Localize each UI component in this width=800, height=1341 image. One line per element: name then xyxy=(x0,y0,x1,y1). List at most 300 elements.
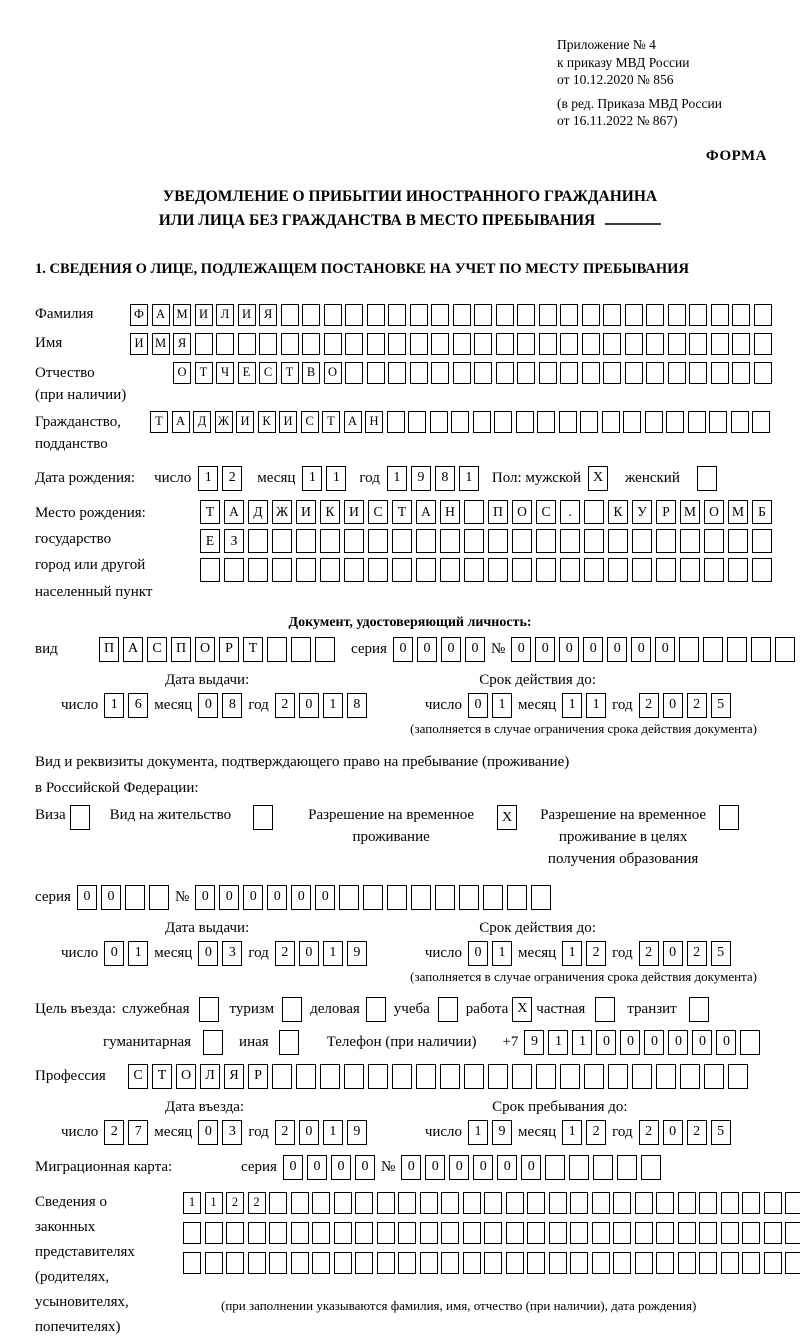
char-cell[interactable]: Я xyxy=(259,304,277,326)
char-cell[interactable] xyxy=(608,1064,628,1089)
char-cell[interactable] xyxy=(582,362,600,384)
char-cell[interactable]: 1 xyxy=(548,1030,568,1055)
char-cell[interactable] xyxy=(656,1064,676,1089)
char-cell[interactable] xyxy=(345,362,363,384)
char-cell[interactable] xyxy=(195,333,213,355)
char-cell[interactable]: 1 xyxy=(468,1120,488,1145)
char-cell[interactable] xyxy=(512,558,532,582)
char-cell[interactable] xyxy=(752,529,772,553)
char-cell[interactable] xyxy=(754,362,772,384)
char-cell[interactable]: 1 xyxy=(198,466,218,491)
char-cell[interactable]: 0 xyxy=(315,885,335,910)
char-cell[interactable] xyxy=(709,411,727,433)
char-cell[interactable] xyxy=(608,529,628,553)
char-cell[interactable]: 1 xyxy=(183,1192,201,1214)
char-cell[interactable] xyxy=(689,362,707,384)
char-cell[interactable]: А xyxy=(123,637,143,662)
char-cell[interactable]: 2 xyxy=(639,693,659,718)
char-cell[interactable]: 0 xyxy=(655,637,675,662)
char-cell[interactable] xyxy=(387,885,407,910)
char-cell[interactable] xyxy=(355,1252,373,1274)
char-cell[interactable]: С xyxy=(147,637,167,662)
char-cell[interactable] xyxy=(602,411,620,433)
char-cell[interactable] xyxy=(582,333,600,355)
char-cell[interactable] xyxy=(387,411,405,433)
char-cell[interactable] xyxy=(416,1064,436,1089)
char-cell[interactable] xyxy=(367,304,385,326)
char-cell[interactable] xyxy=(416,558,436,582)
char-cell[interactable] xyxy=(388,333,406,355)
char-cell[interactable] xyxy=(625,362,643,384)
char-cell[interactable] xyxy=(408,411,426,433)
char-cell[interactable]: 0 xyxy=(77,885,97,910)
char-cell[interactable]: А xyxy=(344,411,362,433)
char-cell[interactable]: И xyxy=(279,411,297,433)
char-cell[interactable] xyxy=(625,333,643,355)
char-cell[interactable] xyxy=(224,558,244,582)
char-cell[interactable]: 9 xyxy=(347,1120,367,1145)
char-cell[interactable]: Т xyxy=(392,500,412,524)
char-cell[interactable] xyxy=(635,1192,653,1214)
char-cell[interactable] xyxy=(474,362,492,384)
char-cell[interactable] xyxy=(764,1252,782,1274)
char-cell[interactable] xyxy=(488,529,508,553)
char-cell[interactable] xyxy=(666,411,684,433)
char-cell[interactable] xyxy=(785,1252,800,1274)
char-cell[interactable] xyxy=(632,529,652,553)
char-cell[interactable] xyxy=(205,1222,223,1244)
char-cell[interactable]: 0 xyxy=(198,1120,218,1145)
char-cell[interactable]: 2 xyxy=(687,693,707,718)
char-cell[interactable] xyxy=(344,558,364,582)
char-cell[interactable]: 1 xyxy=(572,1030,592,1055)
char-cell[interactable] xyxy=(617,1155,637,1180)
char-cell[interactable] xyxy=(315,637,335,662)
char-cell[interactable] xyxy=(536,1064,556,1089)
char-cell[interactable] xyxy=(272,1064,292,1089)
char-cell[interactable] xyxy=(560,1064,580,1089)
char-cell[interactable]: 0 xyxy=(401,1155,421,1180)
char-cell[interactable] xyxy=(740,1030,760,1055)
char-cell[interactable] xyxy=(656,529,676,553)
char-cell[interactable] xyxy=(623,411,641,433)
char-cell[interactable]: К xyxy=(320,500,340,524)
char-cell[interactable] xyxy=(248,558,268,582)
checkbox-male[interactable]: X xyxy=(588,466,608,491)
char-cell[interactable] xyxy=(560,558,580,582)
char-cell[interactable]: 6 xyxy=(128,693,148,718)
char-cell[interactable] xyxy=(632,558,652,582)
char-cell[interactable] xyxy=(496,333,514,355)
char-cell[interactable] xyxy=(416,529,436,553)
char-cell[interactable]: О xyxy=(704,500,724,524)
char-cell[interactable] xyxy=(377,1252,395,1274)
char-cell[interactable] xyxy=(320,1064,340,1089)
char-cell[interactable] xyxy=(570,1222,588,1244)
char-cell[interactable]: О xyxy=(512,500,532,524)
char-cell[interactable] xyxy=(496,362,514,384)
char-cell[interactable] xyxy=(296,1064,316,1089)
char-cell[interactable] xyxy=(539,333,557,355)
char-cell[interactable] xyxy=(334,1252,352,1274)
char-cell[interactable] xyxy=(732,362,750,384)
char-cell[interactable]: 2 xyxy=(275,693,295,718)
char-cell[interactable]: А xyxy=(152,304,170,326)
char-cell[interactable]: 0 xyxy=(101,885,121,910)
char-cell[interactable]: И xyxy=(195,304,213,326)
char-cell[interactable] xyxy=(324,333,342,355)
char-cell[interactable] xyxy=(334,1222,352,1244)
char-cell[interactable]: П xyxy=(99,637,119,662)
char-cell[interactable] xyxy=(704,1064,724,1089)
char-cell[interactable] xyxy=(603,362,621,384)
char-cell[interactable] xyxy=(296,529,316,553)
char-cell[interactable]: 0 xyxy=(692,1030,712,1055)
checkbox-delovaya[interactable] xyxy=(366,997,386,1022)
char-cell[interactable]: 2 xyxy=(687,1120,707,1145)
char-cell[interactable]: 2 xyxy=(226,1192,244,1214)
char-cell[interactable]: 1 xyxy=(323,1120,343,1145)
char-cell[interactable]: 0 xyxy=(449,1155,469,1180)
char-cell[interactable] xyxy=(440,1064,460,1089)
char-cell[interactable]: К xyxy=(608,500,628,524)
char-cell[interactable]: Т xyxy=(150,411,168,433)
char-cell[interactable]: И xyxy=(296,500,316,524)
char-cell[interactable] xyxy=(281,333,299,355)
char-cell[interactable]: 9 xyxy=(492,1120,512,1145)
char-cell[interactable] xyxy=(517,333,535,355)
checkbox-turizm[interactable] xyxy=(282,997,302,1022)
char-cell[interactable]: 2 xyxy=(586,1120,606,1145)
char-cell[interactable] xyxy=(559,411,577,433)
char-cell[interactable] xyxy=(420,1192,438,1214)
char-cell[interactable]: 0 xyxy=(644,1030,664,1055)
char-cell[interactable] xyxy=(536,529,556,553)
char-cell[interactable] xyxy=(742,1222,760,1244)
char-cell[interactable] xyxy=(613,1252,631,1274)
char-cell[interactable] xyxy=(570,1192,588,1214)
char-cell[interactable] xyxy=(656,1192,674,1214)
char-cell[interactable] xyxy=(689,304,707,326)
char-cell[interactable] xyxy=(410,362,428,384)
char-cell[interactable]: 1 xyxy=(104,693,124,718)
char-cell[interactable]: 5 xyxy=(711,693,731,718)
char-cell[interactable] xyxy=(344,1064,364,1089)
char-cell[interactable]: С xyxy=(128,1064,148,1089)
char-cell[interactable]: 7 xyxy=(128,1120,148,1145)
checkbox-residence-permit[interactable] xyxy=(253,805,273,830)
char-cell[interactable]: А xyxy=(172,411,190,433)
char-cell[interactable]: Т xyxy=(200,500,220,524)
char-cell[interactable] xyxy=(721,1192,739,1214)
char-cell[interactable] xyxy=(678,1222,696,1244)
char-cell[interactable] xyxy=(699,1222,717,1244)
char-cell[interactable] xyxy=(411,885,431,910)
char-cell[interactable] xyxy=(570,1252,588,1274)
char-cell[interactable]: 0 xyxy=(331,1155,351,1180)
checkbox-visa[interactable] xyxy=(70,805,90,830)
checkbox-sluzhebnaya[interactable] xyxy=(199,997,219,1022)
char-cell[interactable] xyxy=(431,362,449,384)
char-cell[interactable] xyxy=(463,1252,481,1274)
char-cell[interactable] xyxy=(668,362,686,384)
char-cell[interactable] xyxy=(560,362,578,384)
char-cell[interactable] xyxy=(752,558,772,582)
char-cell[interactable] xyxy=(367,333,385,355)
char-cell[interactable] xyxy=(635,1222,653,1244)
char-cell[interactable] xyxy=(453,333,471,355)
char-cell[interactable]: Д xyxy=(193,411,211,433)
char-cell[interactable] xyxy=(267,637,287,662)
char-cell[interactable]: М xyxy=(152,333,170,355)
char-cell[interactable] xyxy=(785,1192,800,1214)
char-cell[interactable] xyxy=(431,333,449,355)
char-cell[interactable] xyxy=(464,500,484,524)
char-cell[interactable] xyxy=(668,333,686,355)
char-cell[interactable]: 5 xyxy=(711,941,731,966)
char-cell[interactable] xyxy=(711,362,729,384)
checkbox-tranzit[interactable] xyxy=(689,997,709,1022)
char-cell[interactable] xyxy=(345,304,363,326)
char-cell[interactable]: З xyxy=(224,529,244,553)
char-cell[interactable] xyxy=(410,333,428,355)
char-cell[interactable] xyxy=(431,304,449,326)
checkbox-temp-residence[interactable]: X xyxy=(497,805,517,830)
char-cell[interactable]: 0 xyxy=(620,1030,640,1055)
char-cell[interactable]: Р xyxy=(656,500,676,524)
char-cell[interactable] xyxy=(679,637,699,662)
char-cell[interactable] xyxy=(441,1222,459,1244)
char-cell[interactable]: 0 xyxy=(198,693,218,718)
char-cell[interactable] xyxy=(125,885,145,910)
char-cell[interactable] xyxy=(377,1192,395,1214)
char-cell[interactable] xyxy=(368,529,388,553)
char-cell[interactable] xyxy=(410,304,428,326)
char-cell[interactable]: 1 xyxy=(492,693,512,718)
char-cell[interactable] xyxy=(392,529,412,553)
char-cell[interactable]: . xyxy=(560,500,580,524)
char-cell[interactable] xyxy=(545,1155,565,1180)
char-cell[interactable]: 0 xyxy=(299,1120,319,1145)
char-cell[interactable] xyxy=(149,885,169,910)
char-cell[interactable] xyxy=(238,333,256,355)
char-cell[interactable]: 1 xyxy=(323,693,343,718)
char-cell[interactable] xyxy=(689,333,707,355)
char-cell[interactable] xyxy=(560,304,578,326)
char-cell[interactable] xyxy=(368,558,388,582)
char-cell[interactable] xyxy=(512,529,532,553)
char-cell[interactable]: Н xyxy=(365,411,383,433)
char-cell[interactable] xyxy=(560,333,578,355)
char-cell[interactable]: С xyxy=(536,500,556,524)
char-cell[interactable] xyxy=(302,333,320,355)
char-cell[interactable]: 2 xyxy=(275,941,295,966)
char-cell[interactable]: М xyxy=(728,500,748,524)
char-cell[interactable]: 8 xyxy=(435,466,455,491)
char-cell[interactable] xyxy=(291,1222,309,1244)
char-cell[interactable] xyxy=(516,411,534,433)
char-cell[interactable] xyxy=(742,1192,760,1214)
char-cell[interactable]: Я xyxy=(224,1064,244,1089)
char-cell[interactable]: 0 xyxy=(468,941,488,966)
checkbox-inaya[interactable] xyxy=(279,1030,299,1055)
char-cell[interactable] xyxy=(539,304,557,326)
char-cell[interactable] xyxy=(732,304,750,326)
char-cell[interactable]: О xyxy=(324,362,342,384)
char-cell[interactable] xyxy=(584,529,604,553)
char-cell[interactable]: О xyxy=(195,637,215,662)
char-cell[interactable] xyxy=(656,1252,674,1274)
char-cell[interactable]: Т xyxy=(195,362,213,384)
char-cell[interactable]: 8 xyxy=(347,693,367,718)
char-cell[interactable] xyxy=(592,1252,610,1274)
char-cell[interactable] xyxy=(775,637,795,662)
char-cell[interactable] xyxy=(496,304,514,326)
char-cell[interactable] xyxy=(721,1222,739,1244)
char-cell[interactable] xyxy=(751,637,771,662)
char-cell[interactable] xyxy=(377,1222,395,1244)
char-cell[interactable] xyxy=(388,304,406,326)
char-cell[interactable] xyxy=(272,529,292,553)
char-cell[interactable] xyxy=(451,411,469,433)
char-cell[interactable]: 0 xyxy=(631,637,651,662)
char-cell[interactable] xyxy=(635,1252,653,1274)
char-cell[interactable] xyxy=(320,529,340,553)
char-cell[interactable] xyxy=(291,1192,309,1214)
char-cell[interactable] xyxy=(216,333,234,355)
char-cell[interactable] xyxy=(441,1252,459,1274)
char-cell[interactable] xyxy=(732,333,750,355)
char-cell[interactable] xyxy=(721,1252,739,1274)
char-cell[interactable]: 0 xyxy=(663,693,683,718)
char-cell[interactable]: 0 xyxy=(535,637,555,662)
char-cell[interactable] xyxy=(699,1252,717,1274)
char-cell[interactable] xyxy=(592,1192,610,1214)
char-cell[interactable] xyxy=(226,1222,244,1244)
checkbox-chastnaya[interactable] xyxy=(595,997,615,1022)
char-cell[interactable] xyxy=(320,558,340,582)
char-cell[interactable]: 0 xyxy=(663,941,683,966)
checkbox-rabota[interactable]: X xyxy=(512,997,532,1022)
char-cell[interactable] xyxy=(205,1252,223,1274)
char-cell[interactable] xyxy=(646,362,664,384)
char-cell[interactable] xyxy=(474,333,492,355)
char-cell[interactable]: 8 xyxy=(222,693,242,718)
char-cell[interactable]: 0 xyxy=(607,637,627,662)
char-cell[interactable] xyxy=(302,304,320,326)
char-cell[interactable]: 1 xyxy=(128,941,148,966)
char-cell[interactable]: 2 xyxy=(248,1192,266,1214)
char-cell[interactable] xyxy=(536,558,556,582)
char-cell[interactable]: Л xyxy=(216,304,234,326)
char-cell[interactable] xyxy=(388,362,406,384)
char-cell[interactable] xyxy=(484,1222,502,1244)
char-cell[interactable]: 0 xyxy=(198,941,218,966)
char-cell[interactable]: 0 xyxy=(668,1030,688,1055)
char-cell[interactable] xyxy=(269,1192,287,1214)
char-cell[interactable]: 0 xyxy=(104,941,124,966)
char-cell[interactable] xyxy=(248,529,268,553)
char-cell[interactable] xyxy=(296,558,316,582)
char-cell[interactable]: 0 xyxy=(497,1155,517,1180)
char-cell[interactable] xyxy=(584,1064,604,1089)
char-cell[interactable] xyxy=(646,304,664,326)
char-cell[interactable] xyxy=(608,558,628,582)
char-cell[interactable]: И xyxy=(238,304,256,326)
char-cell[interactable] xyxy=(324,304,342,326)
char-cell[interactable] xyxy=(549,1222,567,1244)
char-cell[interactable] xyxy=(339,885,359,910)
char-cell[interactable]: 1 xyxy=(492,941,512,966)
char-cell[interactable] xyxy=(704,529,724,553)
char-cell[interactable] xyxy=(506,1252,524,1274)
char-cell[interactable] xyxy=(226,1252,244,1274)
char-cell[interactable]: 0 xyxy=(583,637,603,662)
char-cell[interactable]: 2 xyxy=(639,941,659,966)
char-cell[interactable]: Д xyxy=(248,500,268,524)
char-cell[interactable]: Е xyxy=(200,529,220,553)
char-cell[interactable] xyxy=(603,333,621,355)
char-cell[interactable] xyxy=(569,1155,589,1180)
char-cell[interactable]: 9 xyxy=(524,1030,544,1055)
char-cell[interactable] xyxy=(183,1222,201,1244)
char-cell[interactable] xyxy=(484,1252,502,1274)
char-cell[interactable]: 0 xyxy=(219,885,239,910)
char-cell[interactable] xyxy=(259,333,277,355)
char-cell[interactable]: 0 xyxy=(195,885,215,910)
char-cell[interactable] xyxy=(464,1064,484,1089)
char-cell[interactable]: М xyxy=(680,500,700,524)
char-cell[interactable]: 2 xyxy=(222,466,242,491)
char-cell[interactable] xyxy=(344,529,364,553)
char-cell[interactable] xyxy=(727,637,747,662)
char-cell[interactable]: 2 xyxy=(586,941,606,966)
char-cell[interactable] xyxy=(703,637,723,662)
char-cell[interactable]: Т xyxy=(243,637,263,662)
char-cell[interactable] xyxy=(731,411,749,433)
char-cell[interactable] xyxy=(764,1192,782,1214)
char-cell[interactable] xyxy=(711,304,729,326)
char-cell[interactable] xyxy=(517,362,535,384)
char-cell[interactable]: Ж xyxy=(272,500,292,524)
char-cell[interactable]: Ф xyxy=(130,304,148,326)
char-cell[interactable]: П xyxy=(488,500,508,524)
char-cell[interactable] xyxy=(704,558,724,582)
char-cell[interactable] xyxy=(527,1252,545,1274)
char-cell[interactable]: 0 xyxy=(299,941,319,966)
char-cell[interactable]: О xyxy=(173,362,191,384)
char-cell[interactable] xyxy=(592,1222,610,1244)
char-cell[interactable] xyxy=(312,1192,330,1214)
char-cell[interactable]: 3 xyxy=(222,941,242,966)
char-cell[interactable]: Б xyxy=(752,500,772,524)
char-cell[interactable] xyxy=(398,1252,416,1274)
char-cell[interactable] xyxy=(646,333,664,355)
char-cell[interactable] xyxy=(453,304,471,326)
checkbox-ucheba[interactable] xyxy=(438,997,458,1022)
char-cell[interactable]: 1 xyxy=(205,1192,223,1214)
char-cell[interactable] xyxy=(539,362,557,384)
char-cell[interactable]: Ч xyxy=(216,362,234,384)
char-cell[interactable] xyxy=(632,1064,652,1089)
char-cell[interactable] xyxy=(473,411,491,433)
char-cell[interactable] xyxy=(549,1252,567,1274)
char-cell[interactable]: 0 xyxy=(511,637,531,662)
char-cell[interactable]: И xyxy=(130,333,148,355)
char-cell[interactable] xyxy=(656,558,676,582)
char-cell[interactable] xyxy=(613,1222,631,1244)
char-cell[interactable]: А xyxy=(224,500,244,524)
